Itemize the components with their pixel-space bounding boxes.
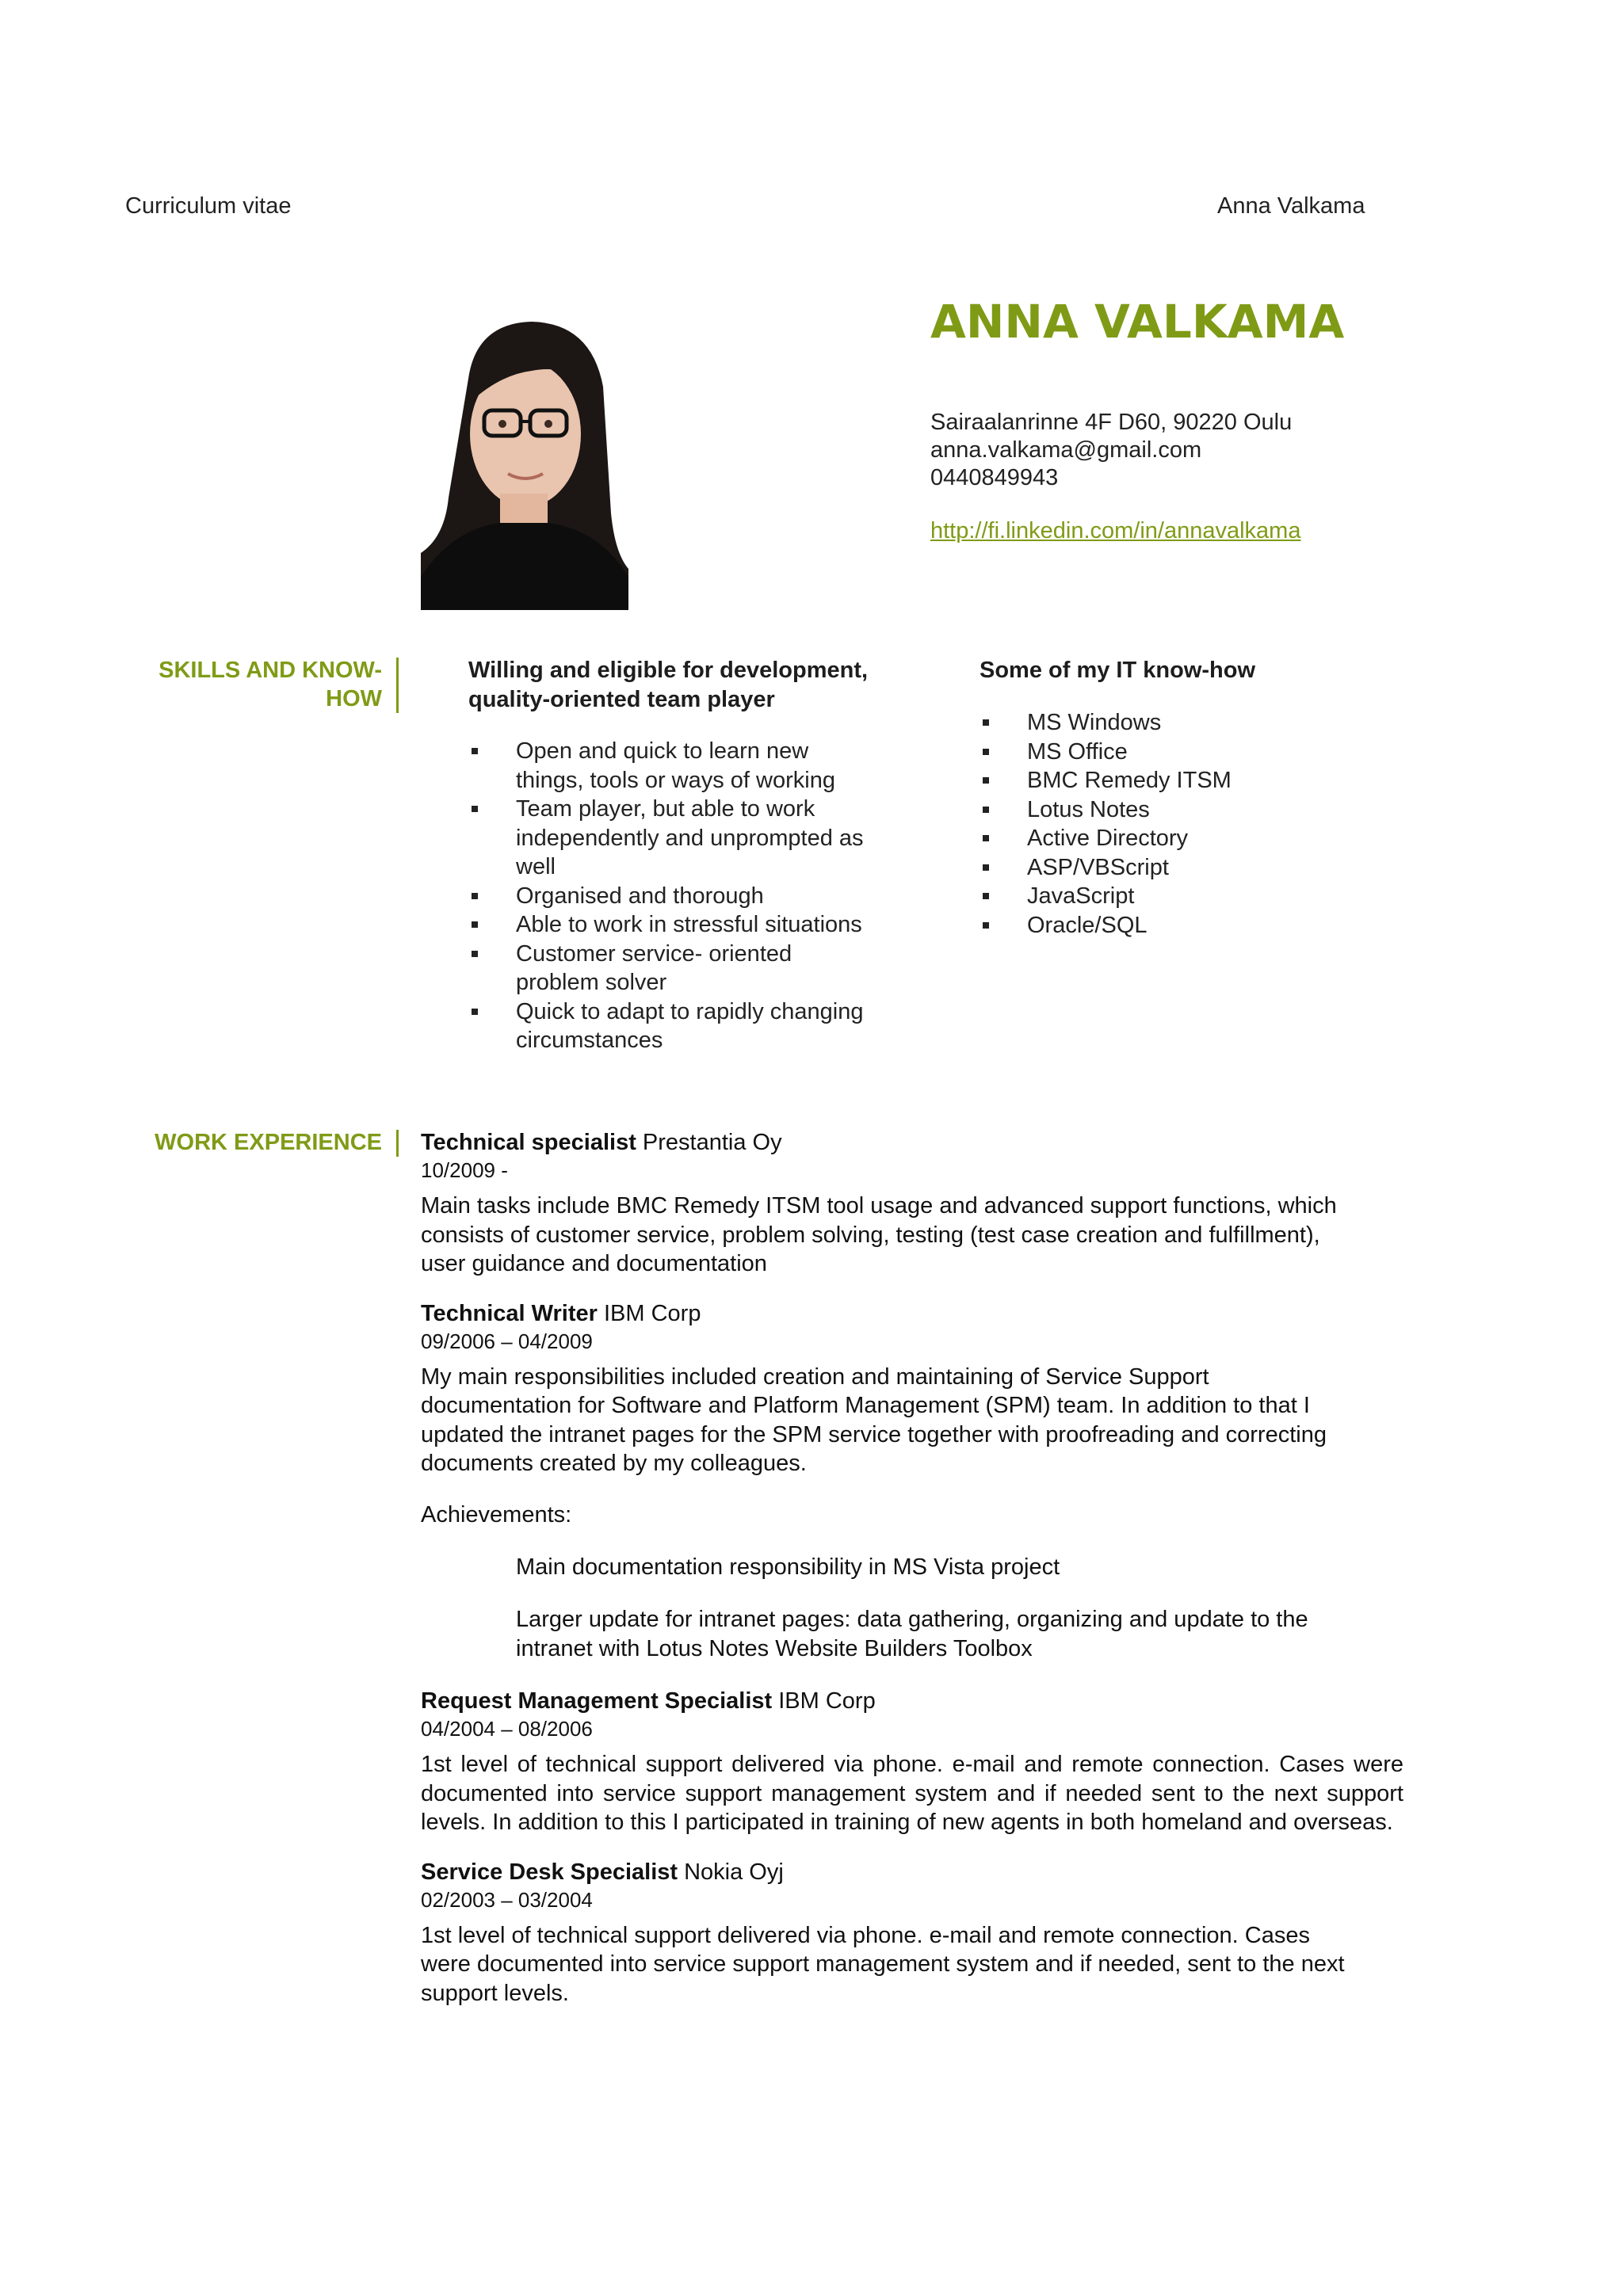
header-left-text: Curriculum vitae [125,193,292,219]
list-item: BMC Remedy ITSM [980,766,1423,795]
contact-address: Sairaalanrinne 4F D60, 90220 Oulu [930,410,1293,435]
contact-phone: 0440849943 [930,465,1059,490]
job-description-line: documents created by my colleagues. [421,1451,807,1476]
list-item: Oracle/SQL [980,911,1423,940]
list-item [468,882,912,911]
job-title: Technical specialist [421,1130,636,1155]
job-description [421,1921,1403,2008]
achievement-line: Larger update for intranet pages: data gathering, organizing and update to the [516,1607,1308,1632]
skills-personal-title [468,656,912,715]
list-item: Lotus Notes [980,795,1423,825]
job-heading [421,1128,1403,1157]
list-item-line: independently and unprompted as [516,825,864,851]
job-dates: 02/2003 – 03/2004 [421,1887,593,1912]
work-divider [396,1130,399,1157]
profile-photo [421,315,628,610]
job-description-line: were documented into service support management system and if needed, sent to the next [421,1951,1345,1977]
list-item [468,940,912,997]
list-item [468,795,912,882]
job-title: Technical Writer [421,1300,598,1326]
work-experience-list [421,1128,1403,2028]
job-entry [421,1128,1403,1279]
list-item: MS Office [980,738,1423,767]
skills-it-title: Some of my IT know-how [980,658,1256,683]
header-right-text: Anna Valkama [1217,193,1365,219]
list-item [468,737,912,795]
skills-it-list [980,708,1423,940]
job-entry [421,1687,1403,1837]
list-item: Active Directory [980,824,1423,853]
job-description-line: user guidance and documentation [421,1251,767,1276]
skills-it-column [980,656,1423,940]
achievement-item [516,1553,1403,1582]
job-company: IBM Corp [597,1300,701,1326]
achievement-line: intranet with Lotus Notes Website Builders Toolbox [516,1635,1033,1661]
job-dates: 09/2006 – 04/2009 [421,1329,593,1353]
job-dates: 04/2004 – 08/2006 [421,1717,593,1741]
job-description-line: documentation for Software and Platform Management (SPM) team. In addition to that I [421,1393,1310,1418]
skills-personal-title-line2: quality-oriented team player [468,687,775,712]
list-item-line: Organised and thorough [516,883,764,909]
contact-block [930,409,1292,492]
skills-personal-column [468,656,912,1055]
job-entry [421,1299,1403,1664]
job-description-line: My main responsibilities included creation and maintaining of Service Support [421,1363,1209,1390]
skills-personal-list [468,737,912,1055]
list-item: MS Windows [980,708,1423,738]
work-section-label: WORK EXPERIENCE [155,1130,382,1155]
job-description [421,1192,1403,1279]
list-item-line: Team player, but able to work [516,796,815,822]
job-company: Prestantia Oy [636,1130,782,1155]
job-description [421,1363,1403,1478]
job-dates: 10/2009 - [421,1158,508,1182]
job-company: Nokia Oyj [678,1859,784,1885]
job-description-line: 1st level of technical support delivered via phone. e-mail and remote connection. Cases [421,1922,1310,1948]
achievements-title: Achievements: [421,1501,572,1527]
achievement-item [516,1605,1403,1663]
job-description-line: updated the intranet pages for the SPM service together with proofreading and correcting [421,1421,1327,1447]
job-heading [421,1858,1403,1886]
list-item-line: Customer service- oriented [516,940,792,967]
contact-email: anna.valkama@gmail.com [930,437,1202,463]
list-item: ASP/VBScript [980,853,1423,883]
achievement-line: Main documentation responsibility in MS Vista project [516,1554,1060,1580]
job-description-line: consists of customer service, problem solving, testing (test case creation and fulfillment), [421,1222,1320,1248]
job-title: Request Management Specialist [421,1688,773,1714]
profile-name: ANNA VALKAMA [930,295,1345,349]
skills-divider [396,658,399,713]
list-item-line: Able to work in stressful situations [516,912,862,937]
job-heading [421,1299,1403,1328]
list-item-line: Open and quick to learn new [516,738,809,764]
list-item [468,910,912,940]
list-item [468,997,912,1055]
list-item-line: well [516,854,556,879]
job-description-line: Main tasks include BMC Remedy ITSM tool usage and advanced support functions, which [421,1193,1337,1219]
job-company: IBM Corp [772,1688,876,1714]
job-description: 1st level of technical support delivered via phone. e-mail and remote connection. Cases were documented into service support management system and if needed sent to the next support levels. In addition to this I participated in training of new agents in both homeland and overseas. [421,1752,1403,1835]
list-item: JavaScript [980,882,1423,911]
job-title: Service Desk Specialist [421,1859,678,1885]
list-item-line: problem solver [516,970,667,995]
skills-label-line2: HOW [326,686,382,711]
skills-label-line1: SKILLS AND KNOW- [158,658,382,683]
job-entry [421,1858,1403,2008]
skills-personal-title-line1: Willing and eligible for development, [468,658,869,683]
list-item-line: Quick to adapt to rapidly changing [516,998,864,1024]
list-item-line: things, tools or ways of working [516,767,835,793]
list-item-line: circumstances [516,1028,663,1053]
skills-section-label [119,656,382,713]
linkedin-link[interactable]: http://fi.linkedin.com/in/annavalkama [930,518,1301,543]
job-description-line: support levels. [421,1980,569,2006]
job-heading [421,1687,1403,1715]
